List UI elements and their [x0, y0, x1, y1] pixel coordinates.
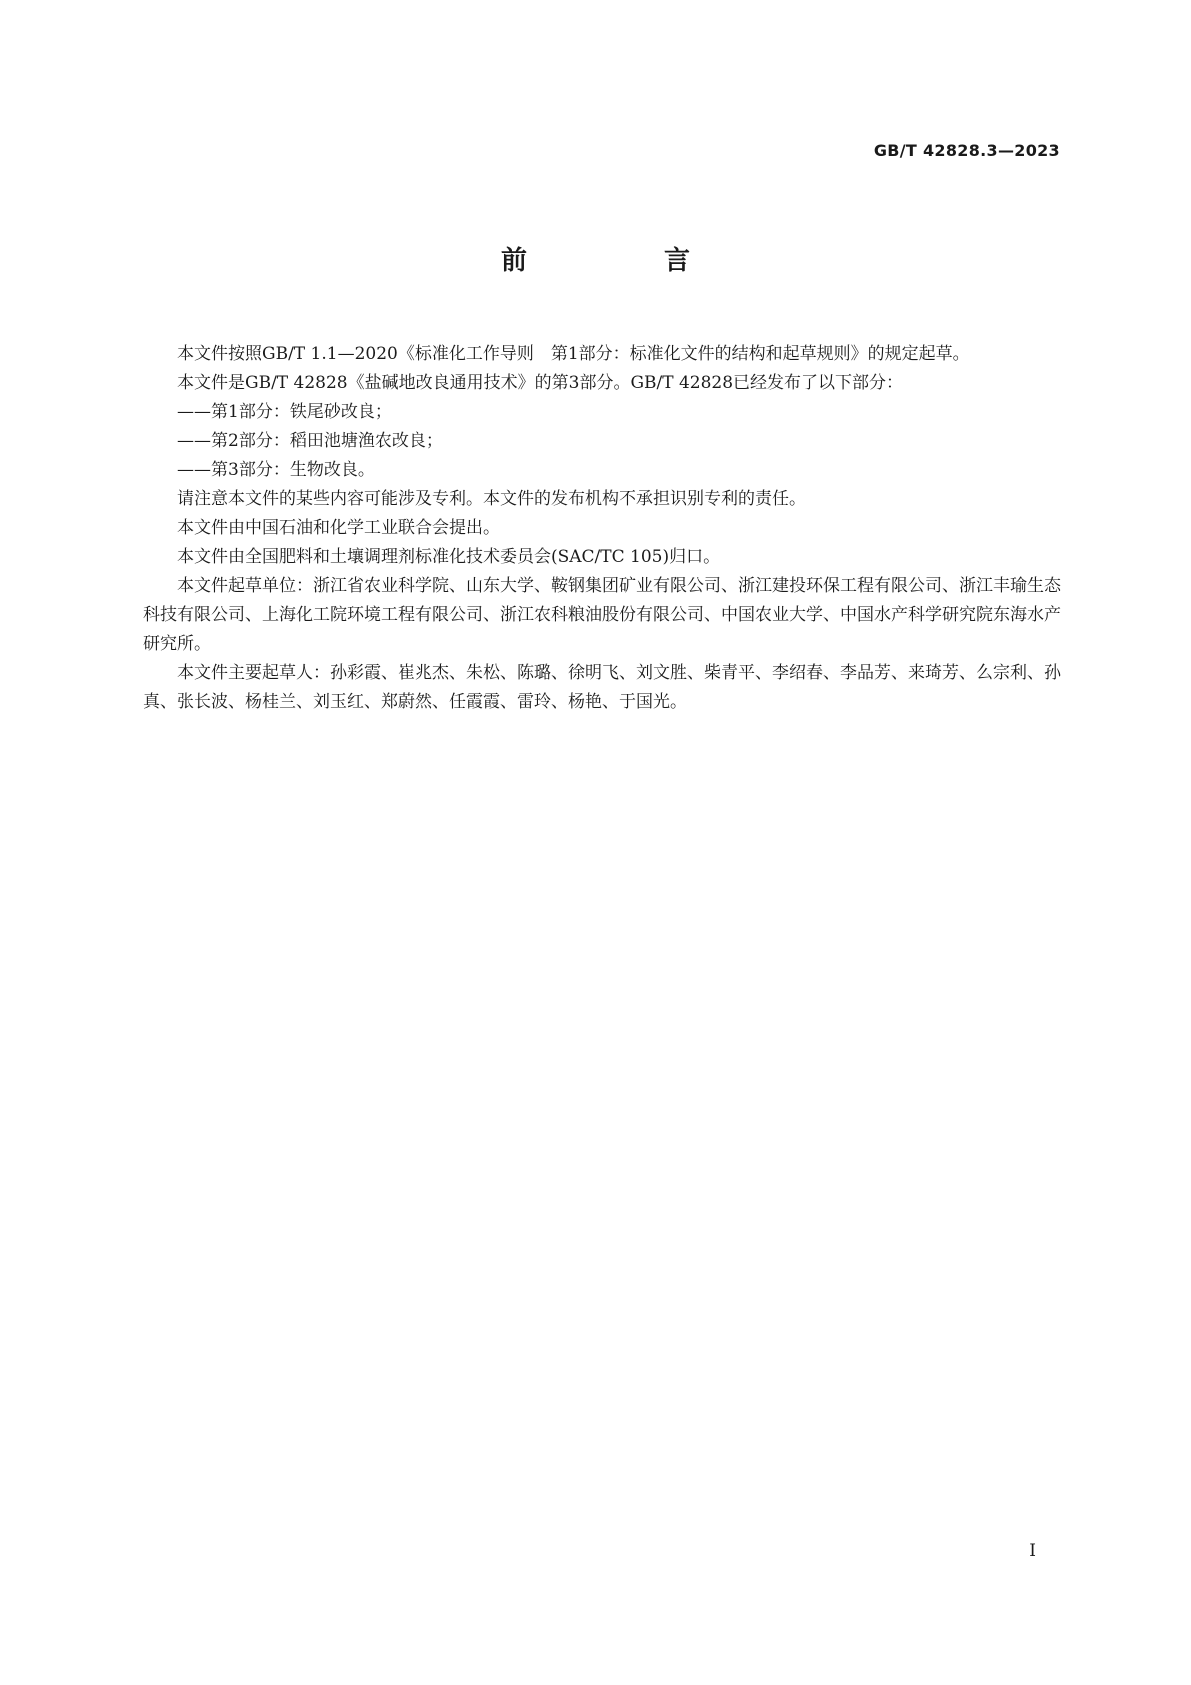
list-item-part-3: ——第3部分：生物改良。 [177, 460, 375, 480]
paragraph-series-intro: 本文件是GB/T 42828《盐碱地改良通用技术》的第3部分。GB/T 42828已经发布了以下部分： [177, 373, 904, 393]
paragraph-drafting-rules: 本文件按照GB/T 1.1—2020《标准化工作导则 第1部分：标准化文件的结构和起草规则》的规定起草。 [177, 344, 970, 364]
paragraph-technical-committee: 本文件由全国肥料和土壤调理剂标准化技术委员会(SAC/TC 105)归口。 [177, 547, 721, 567]
list-item-part-1: ——第1部分：铁尾砂改良； [177, 402, 392, 422]
document-body [143, 340, 1061, 717]
list-item-part-2: ——第2部分：稻田池塘渔农改良； [177, 431, 443, 451]
standard-code: GB/T 42828.3—2023 [873, 141, 1060, 160]
paragraph-patent-notice: 请注意本文件的某些内容可能涉及专利。本文件的发布机构不承担识别专利的责任。 [177, 489, 806, 509]
page-number: I [1029, 1541, 1036, 1561]
page-title: 前 言 [500, 246, 755, 276]
paragraph-drafters: 本文件主要起草人：孙彩霞、崔兆杰、朱松、陈璐、徐明飞、刘文胜、柴青平、李绍春、李品芳、来琦芳、么宗利、孙真、张长波、杨桂兰、刘玉红、郑蔚然、任霞霞、雷玲、杨艳、于国光。 [143, 663, 1061, 712]
paragraph-drafting-organizations: 本文件起草单位：浙江省农业科学院、山东大学、鞍钢集团矿业有限公司、浙江建投环保工程有限公司、浙江丰瑜生态科技有限公司、上海化工院环境工程有限公司、浙江农科粮油股份有限公司、中国农业大学、中国水产科学研究院东海水产研究所。 [143, 576, 1061, 654]
paragraph-proposed-by: 本文件由中国石油和化学工业联合会提出。 [177, 518, 500, 538]
